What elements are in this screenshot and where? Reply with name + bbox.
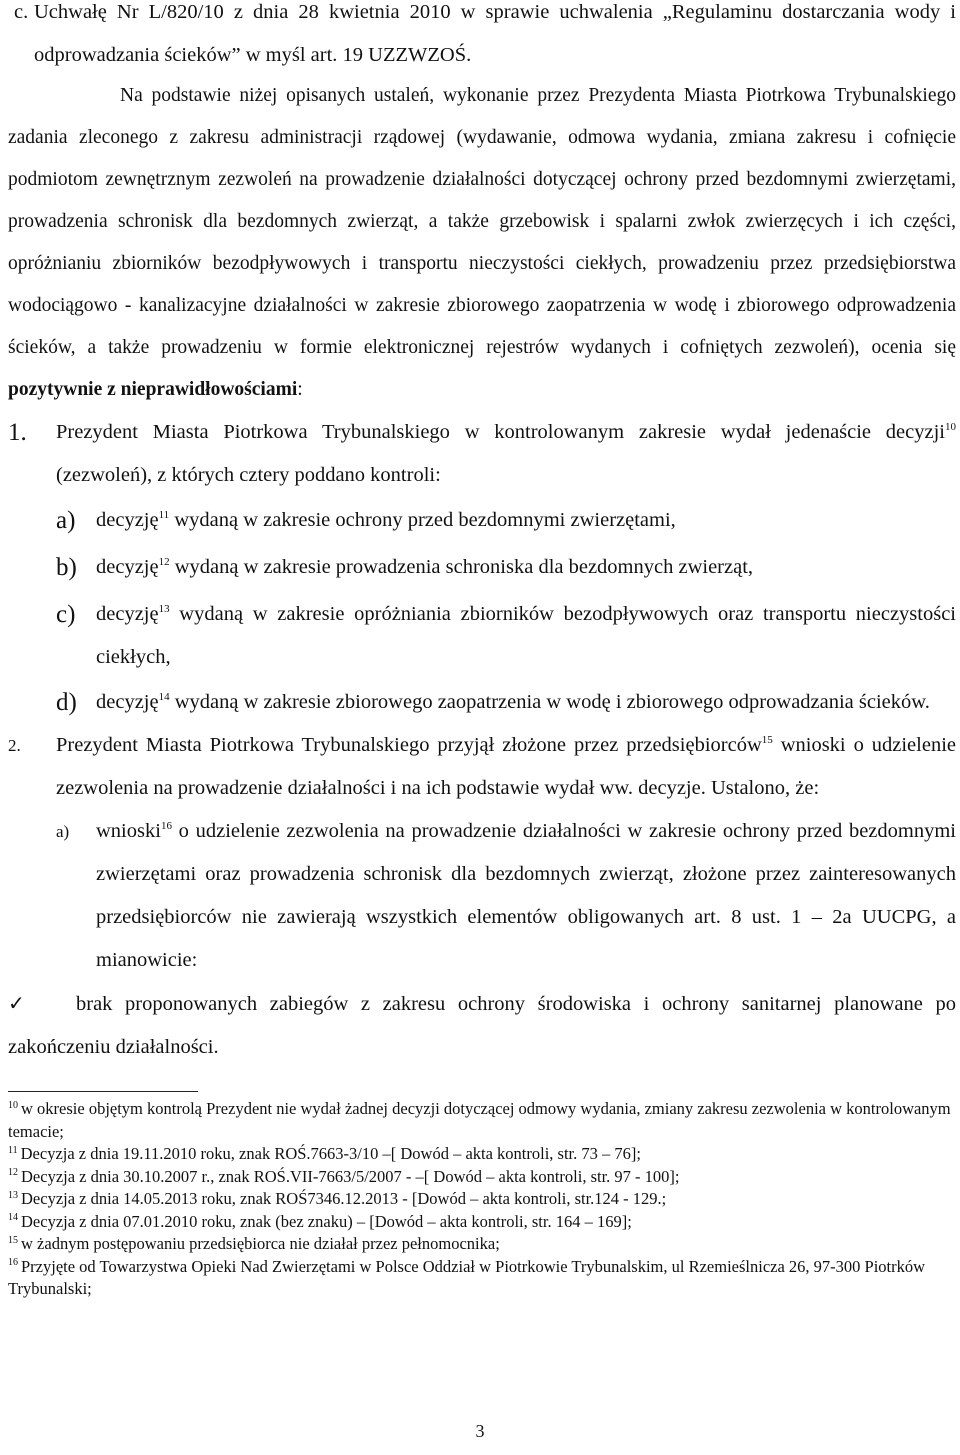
footnote-ref: 14 — [158, 691, 170, 704]
sub-pre: decyzję — [96, 603, 159, 625]
sub-item-d — [56, 681, 956, 724]
footnote-10 — [8, 1098, 956, 1143]
sub-item-a — [56, 499, 956, 542]
sub-body: o udzielenie zezwolenia na prowadzenie działalności w zakresie ochrony przed bezdomnymi zwierzętami oraz prowadzenia schronisk dla bezdomnych zwierząt, złożone przez zainteresowanych przedsiębiorców nie zawierają wszystkich elementów obligowanych art. 8 ust. 1 – 2a UUCPG, a mianowicie: — [96, 820, 956, 971]
footnote-ref: 16 — [160, 820, 172, 833]
footnote-text: w żadnym postępowaniu przedsiębiorca nie działał przez pełnomocnika; — [21, 1234, 500, 1253]
check-item-text: brak proponowanych zabiegów z zakresu ochrony środowiska i ochrony sanitarnej planowane po zakończeniu działalności. — [8, 993, 956, 1058]
footnote-number: 15 — [8, 1234, 18, 1246]
point-1-text-b: (zezwoleń), z których cztery poddano kontroli: — [56, 464, 441, 486]
footnote-15 — [8, 1233, 956, 1256]
footnote-ref: 11 — [158, 509, 170, 522]
footnotes — [8, 1098, 956, 1301]
sub-marker: c) — [56, 601, 76, 628]
sub-marker: a) — [56, 822, 70, 841]
footnote-11 — [8, 1143, 956, 1166]
sub-body: wydaną w zakresie ochrony przed bezdomnymi zwierzętami, — [169, 509, 676, 531]
footnote-text: Decyzja z dnia 14.05.2013 roku, znak ROŚ7346.12.2013 - [Dowód – akta kontroli, str.124 - 129.; — [21, 1189, 667, 1208]
footnote-ref: 12 — [158, 556, 170, 569]
footnote-ref: 10 — [945, 421, 956, 434]
list-item-c — [8, 0, 956, 77]
sub-marker: a) — [56, 507, 76, 534]
point-2-text-a: Prezydent Miasta Piotrkowa Trybunalskiego przyjął złożone przez przedsiębiorców — [56, 734, 762, 756]
sub-body: wydaną w zakresie zbiorowego zaopatrzenia w wodę i zbiorowego odprowadzania ścieków. — [169, 691, 930, 713]
point-1-text — [56, 411, 956, 497]
sub-pre: decyzję — [96, 509, 159, 531]
footnote-number: 13 — [8, 1189, 18, 1201]
footnote-text: w okresie objętym kontrolą Prezydent nie wydał żadnej decyzji dotyczącej odmowy wydania, zmiany zakresu zezwolenia w kontrolowanym temacie; — [8, 1099, 951, 1141]
sub-item-b — [56, 546, 956, 589]
check-item — [8, 982, 956, 1069]
footnote-13 — [8, 1188, 956, 1211]
footnote-16 — [8, 1256, 956, 1301]
sub-text — [96, 546, 956, 589]
intro-paragraph — [8, 75, 956, 411]
point-1-subitems — [56, 499, 956, 724]
point-2 — [8, 724, 956, 810]
footnote-12 — [8, 1166, 956, 1189]
sub-pre: decyzję — [96, 556, 159, 578]
point-2-sub-a — [56, 810, 956, 982]
item-marker: c. — [14, 1, 29, 23]
point-marker: 2. — [8, 736, 21, 755]
sub-marker: d) — [56, 689, 77, 716]
checkmark-icon: ✓ — [8, 991, 25, 1015]
sub-item-c — [56, 593, 956, 679]
intro-text: Na podstawie niżej opisanych ustaleń, wykonanie przez Prezydenta Miasta Piotrkowa Trybunalskiego zadania zleconego z zakresu administracji rządowej (wydawanie, odmowa wydania, zmiana zakresu i cofnięcie podmiotom zewnętrznym zezwoleń na prowadzenie działalności dotyczącej ochrony przed bezdomnymi zwierzętami, prowadzenia schronisk dla bezdomnych zwierząt, a także grzebowisk i spalarni zwłok zwierzęcych i ich części, opróżnianiu zbiorników bezodpływowych i transportu nieczystości ciekłych, prowadzeniu przez przedsiębiorstwa wodociągowo - kanalizacyjne działalności w zakresie zbiorowego zaopatrzenia w wodę i zbiorowego odprowadzenia ścieków, a także prowadzeniu w formie elektronicznej rejestrów wydanych i cofniętych zezwoleń), ocenia się — [8, 85, 956, 358]
footnote-divider — [8, 1091, 198, 1092]
point-marker: 1. — [8, 419, 27, 446]
sub-text — [96, 499, 956, 542]
intro-tail: : — [297, 379, 303, 400]
sub-body: wydaną w zakresie opróżniania zbiorników bezodpływowych oraz transportu nieczystości ciekłych, — [96, 603, 956, 668]
footnote-text: Decyzja z dnia 30.10.2007 r., znak ROŚ.VII-7663/5/2007 - –[ Dowód – akta kontroli, str. 97 - 100]; — [21, 1166, 680, 1186]
sub-body: wydaną w zakresie prowadzenia schroniska dla bezdomnych zwierząt, — [169, 556, 754, 578]
footnote-number: 14 — [8, 1212, 18, 1223]
footnote-ref: 13 — [158, 603, 170, 616]
item-text: Uchwałę Nr L/820/10 z dnia 28 kwietnia 2010 w sprawie uchwalenia „Regulaminu dostarczania wody i odprowadzania ścieków” w myśl art. 19 UZZWZOŚ. — [34, 1, 956, 66]
page-number: 3 — [475, 1421, 485, 1441]
footnote-number: 10 — [8, 1099, 18, 1111]
point-2-text — [56, 724, 956, 810]
point-1-text-a: Prezydent Miasta Piotrkowa Trybunalskiego w kontrolowanym zakresie wydał jedenaście decyzji — [56, 421, 945, 443]
footnote-number: 16 — [8, 1257, 18, 1268]
footnote-text: Decyzja z dnia 19.11.2010 roku, znak ROŚ.7663-3/10 –[ Dowód – akta kontroli, str. 73 – 76]; — [20, 1144, 641, 1163]
footnote-number: 11 — [8, 1144, 18, 1156]
sub-marker: b) — [56, 554, 77, 581]
sub-text — [96, 681, 956, 724]
footnote-text: Przyjęte od Towarzystwa Opieki Nad Zwierzętami w Polsce Oddział w Piotrkowie Trybunalskim, ul Rzemieślnicza 26, 97-300 Piotrków Trybunalski; — [8, 1256, 926, 1298]
sub-text — [96, 810, 956, 982]
footnote-ref: 15 — [761, 734, 773, 747]
point-2-text-b: wnioski o udzielenie zezwolenia na prowadzenie działalności i na ich podstawie wydał ww. decyzje. Ustalono, że: — [56, 734, 956, 799]
sub-pre: decyzję — [96, 691, 159, 713]
point-1 — [8, 411, 956, 497]
assessment-bold: pozytywnie z nieprawidłowościami — [8, 379, 298, 400]
footnote-14 — [8, 1211, 956, 1234]
sub-text — [96, 593, 956, 679]
footnote-text: Decyzja z dnia 07.01.2010 roku, znak (bez znaku) – [Dowód – akta kontroli, str. 164 – 169]; — [21, 1211, 632, 1231]
sub-pre: wnioski — [96, 820, 161, 842]
footnote-number: 12 — [8, 1167, 18, 1178]
